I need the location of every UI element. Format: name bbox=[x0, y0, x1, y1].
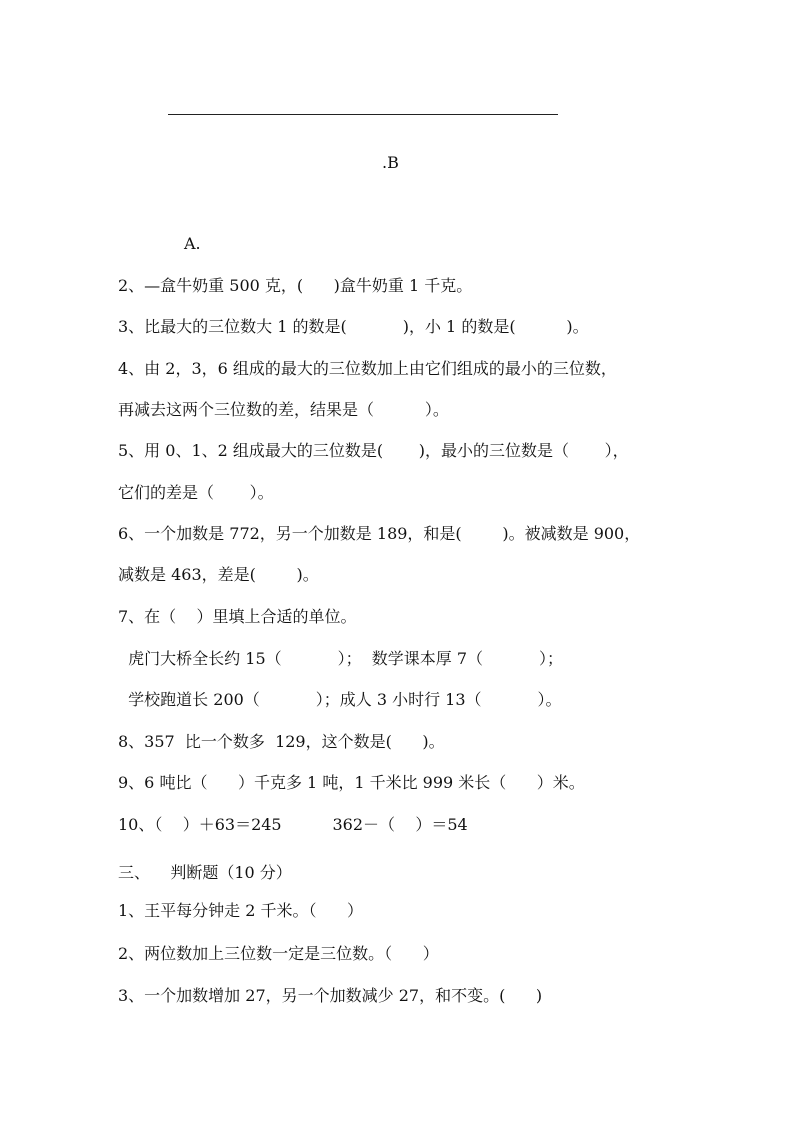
question-10: 10、（ ）＋63＝245 362－（ ）＝54 bbox=[118, 815, 468, 834]
question-9: 9、6 吨比（ ）千克多 1 吨，1 千米比 999 米长（ ）米。 bbox=[118, 773, 585, 792]
question-2: 2、—盒牛奶重 500 克，( )盒牛奶重 1 千克。 bbox=[118, 276, 473, 295]
question-4-line-2: 再减去这两个三位数的差，结果是（ ）。 bbox=[118, 400, 449, 419]
question-8: 8、357 比一个数多 129，这个数是( )。 bbox=[118, 732, 445, 751]
question-7-line-a: 虎门大桥全长约 15（ ）； 数学课本厚 7（ ）； bbox=[118, 649, 563, 668]
question-5-line-1: 5、用 0、1、2 组成最大的三位数是( )，最小的三位数是（ ）， bbox=[118, 441, 629, 460]
judge-item-2: 2、两位数加上三位数一定是三位数。（ ） bbox=[118, 944, 439, 963]
question-5-line-2: 它们的差是（ ）。 bbox=[118, 483, 274, 502]
judge-item-3: 3、一个加数增加 27，另一个加数减少 27，和不变。( ) bbox=[118, 986, 543, 1005]
question-7: 7、在（ ）里填上合适的单位。 bbox=[118, 607, 357, 626]
question-3: 3、比最大的三位数大 1 的数是( )，小 1 的数是( )。 bbox=[118, 317, 589, 336]
question-6-line-1: 6、一个加数是 772，另一个加数是 189，和是( )。被减数是 900， bbox=[118, 524, 641, 543]
question-6-line-2: 减数是 463，差是( )。 bbox=[118, 565, 319, 584]
option-b-mark: .B bbox=[382, 153, 399, 172]
header-rule bbox=[168, 114, 558, 115]
section-3-title: 三、 判断题（10 分） bbox=[118, 863, 292, 882]
judge-item-1: 1、王平每分钟走 2 千米。（ ） bbox=[118, 901, 364, 920]
option-a-mark: A. bbox=[184, 234, 201, 253]
question-4-line-1: 4、由 2，3，6 组成的最大的三位数加上由它们组成的最小的三位数， bbox=[118, 359, 617, 378]
question-7-line-b: 学校跑道长 200（ ）；成人 3 小时行 13（ ）。 bbox=[118, 690, 562, 709]
